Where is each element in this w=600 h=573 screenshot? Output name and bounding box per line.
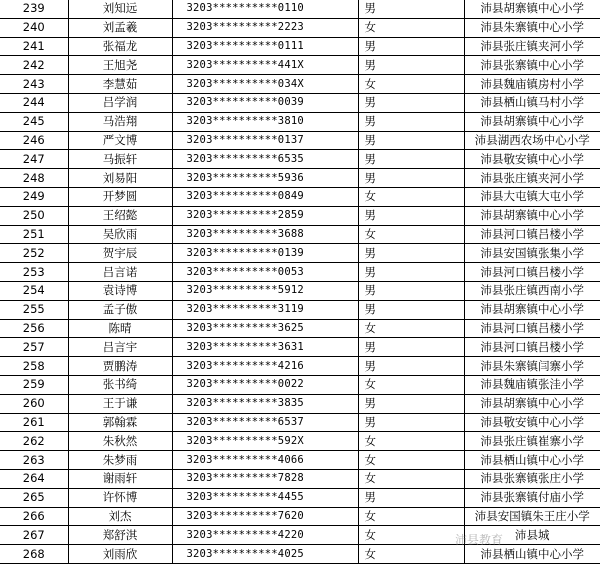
- school-name-cell: 沛县朱寨镇中心小学: [464, 18, 600, 37]
- student-name-cell: 孟子傲: [68, 300, 172, 319]
- row-number-cell: 259: [0, 375, 68, 394]
- table-row: [0, 187, 600, 206]
- table-row: [0, 18, 600, 37]
- school-name-cell: 沛县魏庙镇张洼小学: [464, 375, 600, 394]
- school-name-cell: 沛县胡寨镇中心小学: [464, 112, 600, 131]
- student-name-cell: 吴欣雨: [68, 225, 172, 244]
- table-row: [0, 300, 600, 319]
- gender-cell: 女: [358, 432, 464, 451]
- table-row: [0, 357, 600, 376]
- school-name-cell: 沛县湖西农场中心小学: [464, 131, 600, 150]
- school-name-cell: 沛县河口镇吕楼小学: [464, 338, 600, 357]
- id-number-cell: 3203**********441X: [172, 56, 358, 75]
- row-number-cell: 254: [0, 281, 68, 300]
- student-name-cell: 郭翰霖: [68, 413, 172, 432]
- id-number-cell: 3203**********0039: [172, 93, 358, 112]
- table-row: [0, 488, 600, 507]
- gender-cell: 女: [358, 545, 464, 564]
- row-number-cell: 252: [0, 244, 68, 263]
- student-name-cell: 严文博: [68, 131, 172, 150]
- student-name-cell: 贺宇辰: [68, 244, 172, 263]
- gender-cell: 女: [358, 75, 464, 94]
- table-row: [0, 131, 600, 150]
- table-row: [0, 413, 600, 432]
- school-name-cell: 沛县安国镇朱王庄小学: [464, 507, 600, 526]
- watermark-text: 沛县教育: [455, 533, 504, 547]
- student-name-cell: 刘知远: [68, 0, 172, 18]
- student-name-cell: 谢雨轩: [68, 469, 172, 488]
- row-number-cell: 262: [0, 432, 68, 451]
- id-number-cell: 3203**********4220: [172, 526, 358, 545]
- gender-cell: 男: [358, 357, 464, 376]
- student-name-cell: 王于谦: [68, 394, 172, 413]
- school-name-cell: 沛县敬安镇中心小学: [464, 150, 600, 169]
- school-name-cell: 沛县张寨镇中心小学: [464, 56, 600, 75]
- id-number-cell: 3203**********0849: [172, 187, 358, 206]
- school-name-cell: 沛县魏庙镇房村小学: [464, 75, 600, 94]
- school-name-cell: 沛县张庄镇崔寨小学: [464, 432, 600, 451]
- student-name-cell: 开梦圆: [68, 187, 172, 206]
- student-name-cell: 刘易阳: [68, 169, 172, 188]
- id-number-cell: 3203**********5912: [172, 281, 358, 300]
- id-number-cell: 3203**********592X: [172, 432, 358, 451]
- gender-cell: 男: [358, 93, 464, 112]
- gender-cell: 男: [358, 413, 464, 432]
- school-name-cell: 沛县河口镇吕楼小学: [464, 319, 600, 338]
- row-number-cell: 260: [0, 394, 68, 413]
- id-number-cell: 3203**********2223: [172, 18, 358, 37]
- student-name-cell: 陈晴: [68, 319, 172, 338]
- row-number-cell: 251: [0, 225, 68, 244]
- gender-cell: 女: [358, 507, 464, 526]
- id-number-cell: 3203**********6535: [172, 150, 358, 169]
- table-row: [0, 263, 600, 282]
- student-name-cell: 吕学润: [68, 93, 172, 112]
- school-name-cell: 沛县胡寨镇中心小学: [464, 394, 600, 413]
- row-number-cell: 265: [0, 488, 68, 507]
- school-name-cell: 沛县胡寨镇中心小学: [464, 300, 600, 319]
- id-number-cell: 3203**********6537: [172, 413, 358, 432]
- table-row: [0, 112, 600, 131]
- student-name-cell: 王旭尧: [68, 56, 172, 75]
- table-row: [0, 75, 600, 94]
- table-row: [0, 281, 600, 300]
- row-number-cell: 257: [0, 338, 68, 357]
- school-name-cell: 沛县栖山镇中心小学: [464, 451, 600, 470]
- row-number-cell: 250: [0, 206, 68, 225]
- row-number-cell: 256: [0, 319, 68, 338]
- school-name-cell: 沛县张庄镇西南小学: [464, 281, 600, 300]
- gender-cell: 男: [358, 488, 464, 507]
- id-number-cell: 3203**********5936: [172, 169, 358, 188]
- row-number-cell: 268: [0, 545, 68, 564]
- gender-cell: 男: [358, 169, 464, 188]
- table-row: [0, 375, 600, 394]
- student-name-cell: 刘孟羲: [68, 18, 172, 37]
- table-row: [0, 451, 600, 470]
- id-number-cell: 3203**********3688: [172, 225, 358, 244]
- id-number-cell: 3203**********3625: [172, 319, 358, 338]
- id-number-cell: 3203**********0111: [172, 37, 358, 56]
- school-name-cell: 沛县胡寨镇中心小学: [464, 0, 600, 18]
- id-number-cell: 3203**********0053: [172, 263, 358, 282]
- gender-cell: 男: [358, 0, 464, 18]
- gender-cell: 女: [358, 319, 464, 338]
- school-name-cell: 沛县城: [464, 526, 600, 545]
- gender-cell: 女: [358, 469, 464, 488]
- student-name-cell: 郑舒淇: [68, 526, 172, 545]
- school-name-cell: 沛县河口镇吕楼小学: [464, 263, 600, 282]
- id-number-cell: 3203**********0022: [172, 375, 358, 394]
- gender-cell: 男: [358, 394, 464, 413]
- student-name-cell: 袁诗博: [68, 281, 172, 300]
- id-number-cell: 3203**********3119: [172, 300, 358, 319]
- id-number-cell: 3203**********0139: [172, 244, 358, 263]
- school-name-cell: 沛县张寨镇张庄小学: [464, 469, 600, 488]
- row-number-cell: 242: [0, 56, 68, 75]
- row-number-cell: 240: [0, 18, 68, 37]
- row-number-cell: 255: [0, 300, 68, 319]
- table-row: [0, 338, 600, 357]
- gender-cell: 女: [358, 187, 464, 206]
- school-name-cell: 沛县敬安镇中心小学: [464, 413, 600, 432]
- gender-cell: 女: [358, 526, 464, 545]
- school-name-cell: 沛县大屯镇大屯小学: [464, 187, 600, 206]
- table-row: [0, 526, 600, 545]
- table-row: [0, 150, 600, 169]
- table-row: [0, 507, 600, 526]
- student-name-cell: 吕言诺: [68, 263, 172, 282]
- table-row: [0, 206, 600, 225]
- row-number-cell: 264: [0, 469, 68, 488]
- id-number-cell: 3203**********0137: [172, 131, 358, 150]
- student-name-cell: 朱秋然: [68, 432, 172, 451]
- id-number-cell: 3203**********4216: [172, 357, 358, 376]
- id-number-cell: 3203**********3810: [172, 112, 358, 131]
- row-number-cell: 248: [0, 169, 68, 188]
- table-row: [0, 37, 600, 56]
- row-number-cell: 244: [0, 93, 68, 112]
- table-row: [0, 56, 600, 75]
- table-row: [0, 545, 600, 564]
- id-number-cell: 3203**********0110: [172, 0, 358, 18]
- student-name-cell: 李慧茹: [68, 75, 172, 94]
- student-name-cell: 王绍懿: [68, 206, 172, 225]
- table-row: [0, 469, 600, 488]
- student-name-cell: 张福龙: [68, 37, 172, 56]
- table-row: [0, 93, 600, 112]
- student-name-cell: 吕言宇: [68, 338, 172, 357]
- student-name-cell: 许怀博: [68, 488, 172, 507]
- student-name-cell: 朱梦雨: [68, 451, 172, 470]
- id-number-cell: 3203**********7828: [172, 469, 358, 488]
- student-name-cell: 马振轩: [68, 150, 172, 169]
- school-name-cell: 沛县张庄镇夹河小学: [464, 169, 600, 188]
- student-name-cell: 马浩翔: [68, 112, 172, 131]
- gender-cell: 男: [358, 150, 464, 169]
- row-number-cell: 241: [0, 37, 68, 56]
- row-number-cell: 267: [0, 526, 68, 545]
- table-row: [0, 394, 600, 413]
- school-name-cell: 沛县张寨镇付庙小学: [464, 488, 600, 507]
- gender-cell: 男: [358, 206, 464, 225]
- table-row: [0, 244, 600, 263]
- school-name-cell: 沛县胡寨镇中心小学: [464, 206, 600, 225]
- table-row: [0, 225, 600, 244]
- gender-cell: 男: [358, 338, 464, 357]
- school-name-cell: 沛县栖山镇马村小学: [464, 93, 600, 112]
- id-number-cell: 3203**********4066: [172, 451, 358, 470]
- gender-cell: 男: [358, 281, 464, 300]
- id-number-cell: 3203**********3835: [172, 394, 358, 413]
- row-number-cell: 258: [0, 357, 68, 376]
- gender-cell: 女: [358, 225, 464, 244]
- table-row: [0, 319, 600, 338]
- school-name-cell: 沛县栖山镇中心小学: [464, 545, 600, 564]
- row-number-cell: 245: [0, 112, 68, 131]
- row-number-cell: 253: [0, 263, 68, 282]
- student-name-cell: 刘杰: [68, 507, 172, 526]
- row-number-cell: 243: [0, 75, 68, 94]
- gender-cell: 男: [358, 263, 464, 282]
- gender-cell: 女: [358, 375, 464, 394]
- gender-cell: 男: [358, 56, 464, 75]
- row-number-cell: 263: [0, 451, 68, 470]
- row-number-cell: 246: [0, 131, 68, 150]
- gender-cell: 女: [358, 18, 464, 37]
- gender-cell: 男: [358, 37, 464, 56]
- school-name-cell: 沛县安国镇张集小学: [464, 244, 600, 263]
- gender-cell: 男: [358, 112, 464, 131]
- row-number-cell: 249: [0, 187, 68, 206]
- row-number-cell: 266: [0, 507, 68, 526]
- gender-cell: 男: [358, 131, 464, 150]
- table-row: [0, 432, 600, 451]
- id-number-cell: 3203**********2859: [172, 206, 358, 225]
- row-number-cell: 261: [0, 413, 68, 432]
- student-name-cell: 刘雨欣: [68, 545, 172, 564]
- gender-cell: 男: [358, 300, 464, 319]
- gender-cell: 女: [358, 451, 464, 470]
- table-row: [0, 169, 600, 188]
- row-number-cell: 239: [0, 0, 68, 18]
- id-number-cell: 3203**********034X: [172, 75, 358, 94]
- school-name-cell: 沛县河口镇吕楼小学: [464, 225, 600, 244]
- table-row: [0, 0, 600, 18]
- student-name-cell: 贾鹏涛: [68, 357, 172, 376]
- student-name-cell: 张书绮: [68, 375, 172, 394]
- row-number-cell: 247: [0, 150, 68, 169]
- school-name-cell: 沛县张庄镇夹河小学: [464, 37, 600, 56]
- school-name-cell: 沛县朱寨镇闫寨小学: [464, 357, 600, 376]
- gender-cell: 男: [358, 244, 464, 263]
- id-number-cell: 3203**********7620: [172, 507, 358, 526]
- id-number-cell: 3203**********4025: [172, 545, 358, 564]
- id-number-cell: 3203**********3631: [172, 338, 358, 357]
- id-number-cell: 3203**********4455: [172, 488, 358, 507]
